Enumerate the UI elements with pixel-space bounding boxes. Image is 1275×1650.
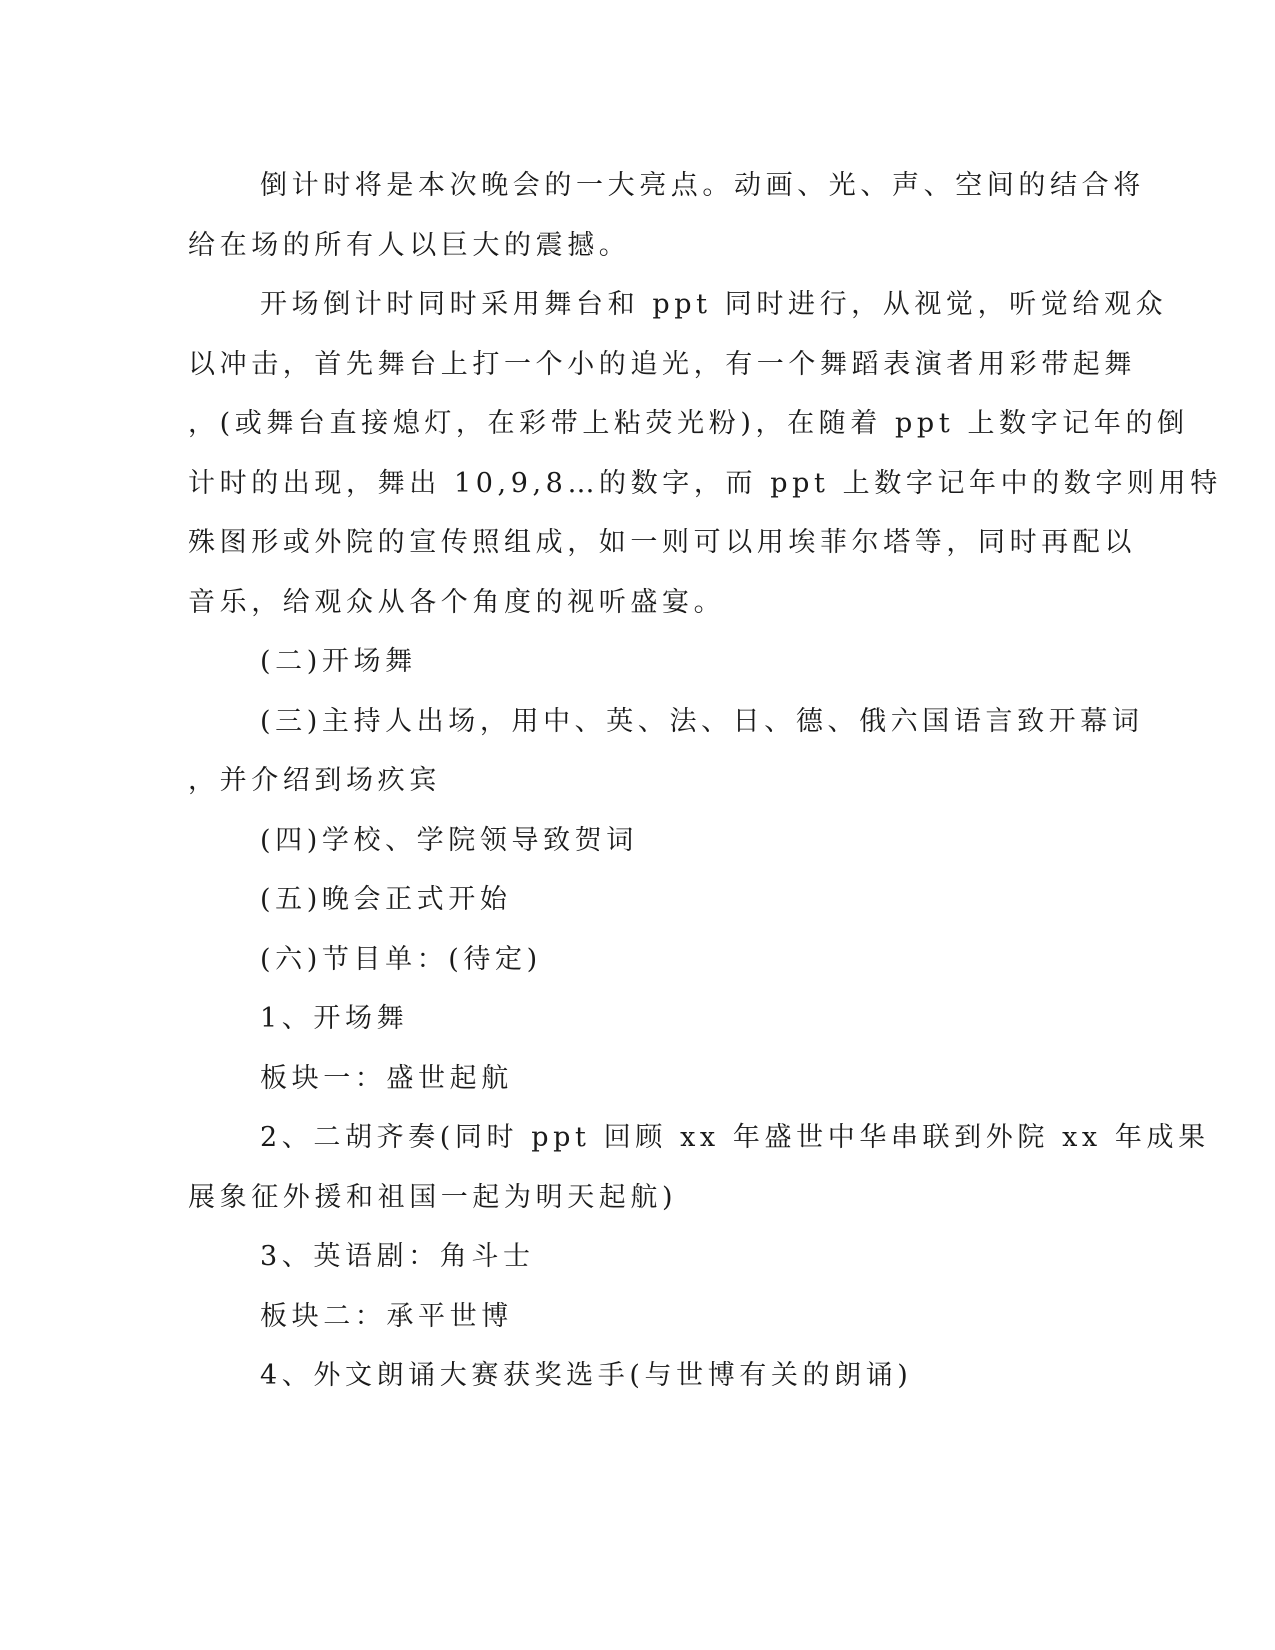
text-line: 计时的出现，舞出 10,9,8…的数字，而 ppt 上数字记年中的数字则用特 xyxy=(188,467,1222,499)
text-line: 倒计时将是本次晚会的一大亮点。动画、光、声、空间的结合将 xyxy=(260,170,1145,201)
paragraph-gala-start xyxy=(188,870,1078,930)
text-line: (二)开场舞 xyxy=(260,646,417,677)
text-line: 4、外文朗诵大赛获奖选手(与世博有关的朗诵) xyxy=(260,1360,913,1391)
text-line: 展象征外援和祖国一起为明天起航) xyxy=(188,1181,678,1213)
paragraph-countdown-highlight xyxy=(188,156,1145,275)
paragraph-opening-countdown xyxy=(188,275,1222,632)
text-line: 音乐，给观众从各个角度的视听盛宴。 xyxy=(188,586,726,618)
text-line: 给在场的所有人以巨大的震撼。 xyxy=(188,229,631,261)
text-line: 开场倒计时同时采用舞台和 ppt 同时进行，从视觉，听觉给观众 xyxy=(260,289,1168,320)
text-line: (四)学校、学院领导致贺词 xyxy=(260,824,638,856)
text-line: ，(或舞台直接熄灯，在彩带上粘荧光粉)，在随着 ppt 上数字记年的倒 xyxy=(188,408,1189,439)
program-item-3 xyxy=(188,1227,1078,1287)
text-line: 以冲击，首先舞台上打一个小的追光，有一个舞蹈表演者用彩带起舞 xyxy=(188,348,1136,380)
text-line: 殊图形或外院的宣传照组成，如一则可以用埃菲尔塔等，同时再配以 xyxy=(188,527,1136,558)
paragraph-opening-dance xyxy=(188,632,1078,692)
program-item-2 xyxy=(188,1108,1210,1227)
text-line: 板块一：盛世起航 xyxy=(260,1062,513,1094)
paragraph-leaders-speech xyxy=(188,811,1078,871)
paragraph-host-entrance xyxy=(188,692,1144,811)
program-item-1 xyxy=(188,989,1078,1049)
text-line: (五)晚会正式开始 xyxy=(260,884,512,915)
section-heading-1 xyxy=(188,1049,1078,1109)
section-heading-2 xyxy=(188,1287,1078,1347)
text-line: 1、开场舞 xyxy=(260,1003,409,1034)
text-line: ，并介绍到场疚宾 xyxy=(188,765,441,796)
text-line: 3、英语剧：角斗士 xyxy=(260,1241,535,1272)
program-item-4 xyxy=(188,1346,1078,1406)
text-line: (六)节目单：(待定) xyxy=(260,943,542,975)
text-line: 板块二：承平世博 xyxy=(260,1300,513,1332)
text-line: 2、二胡齐奏(同时 ppt 回顾 xx 年盛世中华串联到外院 xx 年成果 xyxy=(260,1122,1210,1153)
text-line: (三)主持人出场，用中、英、法、日、德、俄六国语言致开幕词 xyxy=(260,705,1144,737)
paragraph-program-list xyxy=(188,930,1078,990)
document-body xyxy=(188,156,1222,1406)
